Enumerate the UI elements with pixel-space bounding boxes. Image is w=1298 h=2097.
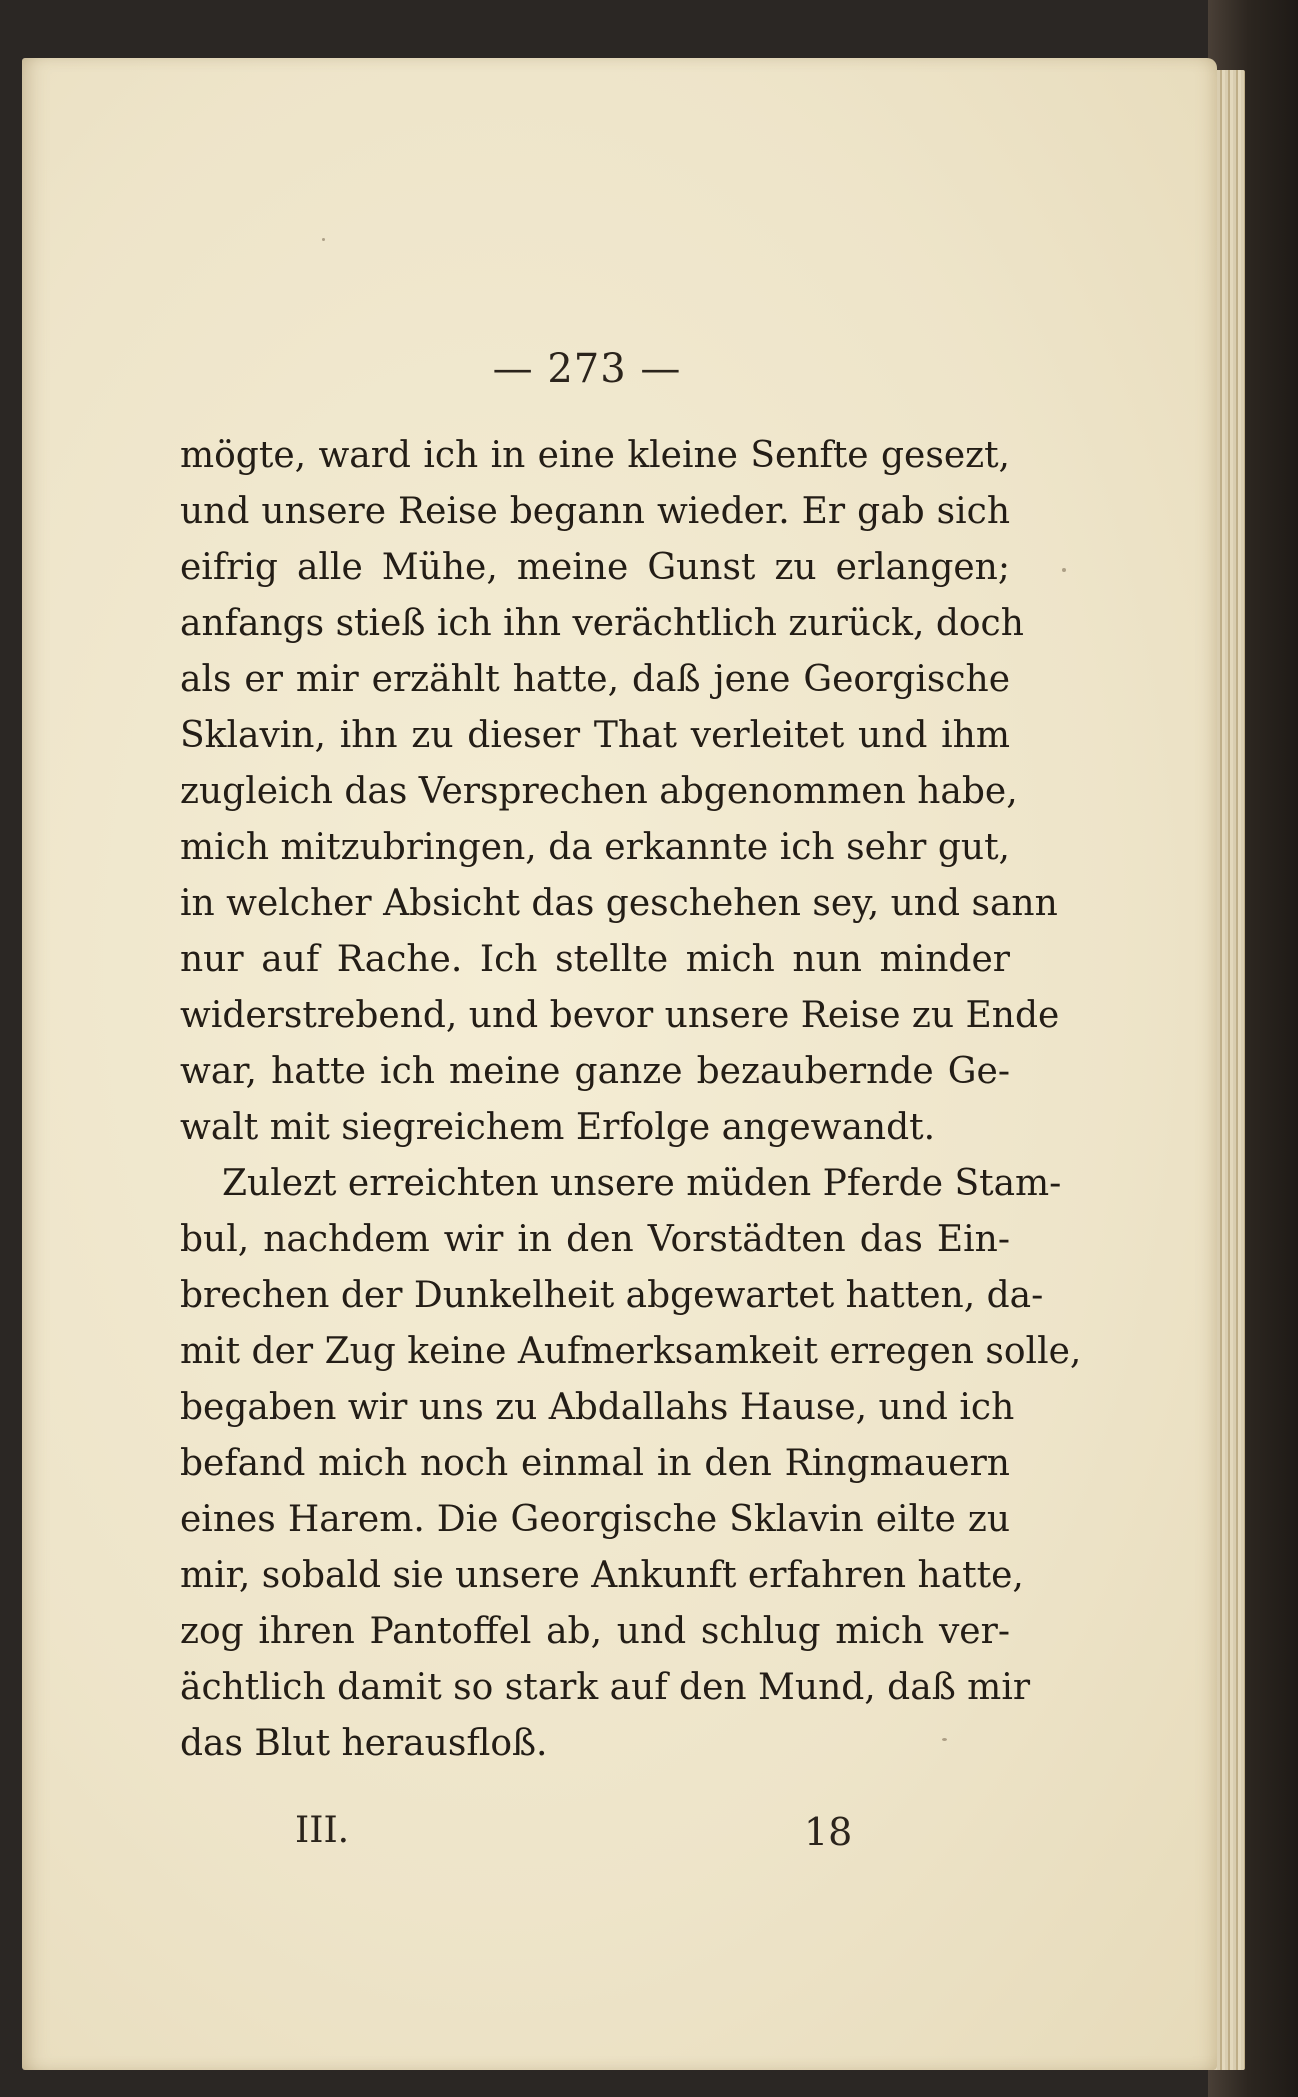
paragraph-1 bbox=[180, 428, 1060, 1156]
text-line: eines Harem. Die Georgische Sklavin eilte zu bbox=[180, 1499, 1010, 1540]
text-line: als er mir erzählt hatte, daß jene Georgische bbox=[180, 659, 1010, 700]
text-line: in welcher Absicht das geschehen sey, und sann bbox=[180, 883, 1058, 924]
text-line: nur auf Rache. Ich stellte mich nun minder bbox=[180, 939, 1010, 980]
paper-speck bbox=[322, 238, 325, 241]
text-line: mit der Zug keine Aufmerksamkeit erregen solle, bbox=[180, 1331, 1082, 1372]
text-line: mich mitzubringen, da erkannte ich sehr gut, bbox=[180, 827, 1010, 868]
text-line: anfangs stieß ich ihn verächtlich zurück, doch bbox=[180, 603, 1024, 644]
text-line: bul, nachdem wir in den Vorstädten das Ein- bbox=[180, 1219, 1010, 1260]
text-line: eifrig alle Mühe, meine Gunst zu erlangen; bbox=[180, 547, 1010, 588]
paper-speck bbox=[1062, 568, 1066, 572]
signature-mark: III. bbox=[295, 1810, 350, 1851]
paper-speck bbox=[942, 1738, 947, 1741]
text-line: befand mich noch einmal in den Ringmauern bbox=[180, 1443, 1010, 1484]
text-line: Zulezt erreichten unsere müden Pferde Stam- bbox=[222, 1163, 1062, 1204]
text-line: brechen der Dunkelheit abgewartet hatten, da- bbox=[180, 1275, 1044, 1316]
book-page bbox=[22, 58, 1217, 2070]
text-line: zog ihren Pantoffel ab, und schlug mich ver- bbox=[180, 1611, 1010, 1652]
page-number: — 273 — bbox=[492, 346, 682, 392]
text-line: ächtlich damit so stark auf den Mund, daß mir bbox=[180, 1667, 1031, 1708]
text-line: walt mit siegreichem Erfolge angewandt. bbox=[180, 1107, 936, 1148]
text-line: mir, sobald sie unsere Ankunft erfahren hatte, bbox=[180, 1555, 1024, 1596]
text-line: war, hatte ich meine ganze bezaubernde Ge- bbox=[180, 1051, 1010, 1092]
text-line: widerstrebend, und bevor unsere Reise zu Ende bbox=[180, 995, 1060, 1036]
body-text bbox=[180, 428, 1082, 1772]
text-line: begaben wir uns zu Abdallahs Hause, und ich bbox=[180, 1387, 1015, 1428]
text-line: und unsere Reise begann wieder. Er gab sich bbox=[180, 491, 1010, 532]
text-line: mögte, ward ich in eine kleine Senfte gesezt, bbox=[180, 435, 1010, 476]
paragraph-2 bbox=[180, 1156, 1082, 1772]
text-line: das Blut herausfloß. bbox=[180, 1723, 548, 1764]
text-line: zugleich das Versprechen abgenommen habe, bbox=[180, 771, 1018, 812]
sheet-number: 18 bbox=[804, 1810, 853, 1854]
text-line: Sklavin, ihn zu dieser That verleitet und ihm bbox=[180, 715, 1010, 756]
